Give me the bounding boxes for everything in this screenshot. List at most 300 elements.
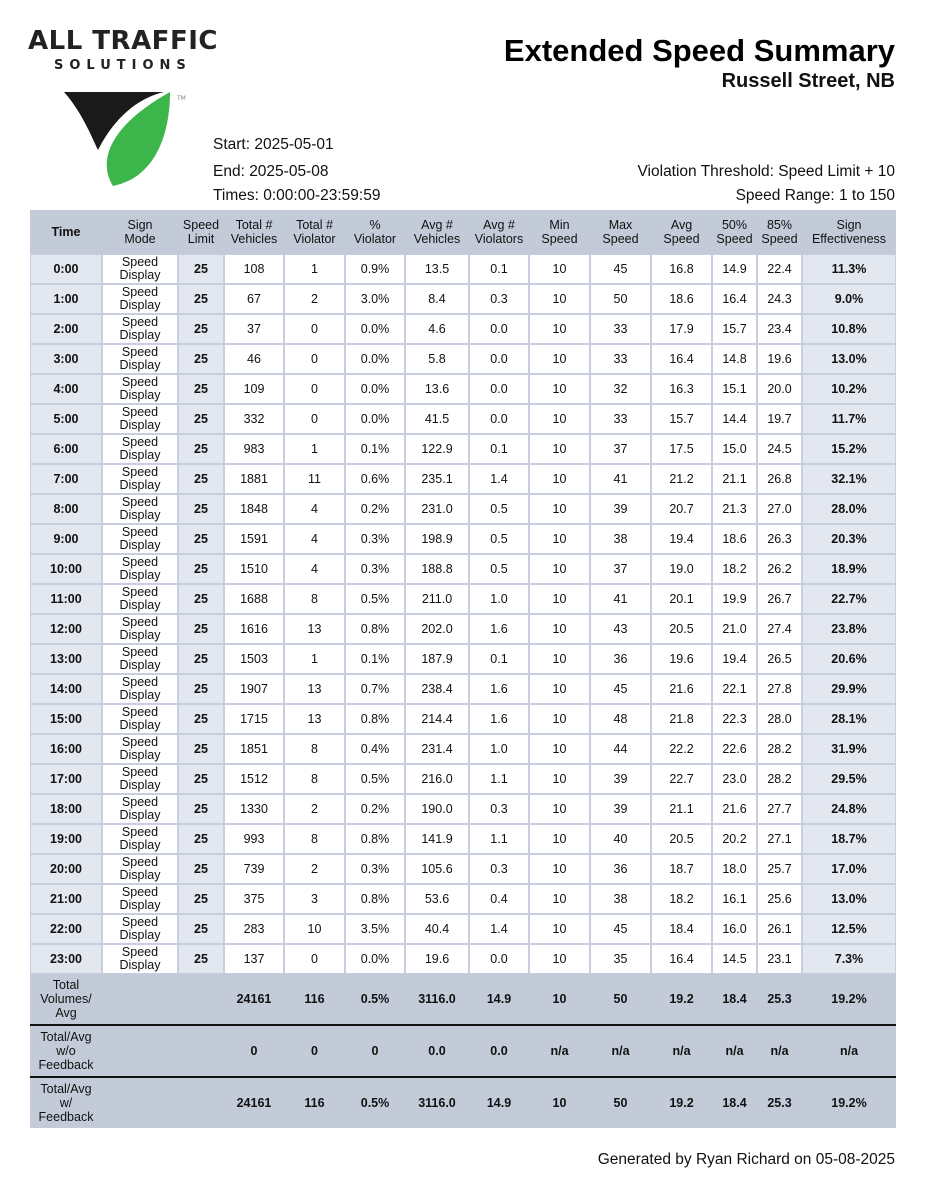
sign-mode-line: Speed [121,705,159,719]
value-cell: 0.3 [469,284,529,314]
totals-value-cell [178,1026,224,1076]
value-cell: 1907 [224,674,284,704]
value-cell: 28.2 [757,764,802,794]
sign-mode-cell [102,524,178,554]
value-cell: 4.6 [405,314,469,344]
sign-mode-cell [102,254,178,284]
value-cell: 188.8 [405,554,469,584]
value-cell: 1848 [224,494,284,524]
value-cell: 10 [529,314,590,344]
value-cell: 40 [590,824,651,854]
sign-mode-line: Display [119,298,161,312]
sign-mode-cell [102,374,178,404]
sign-mode-cell [102,674,178,704]
table-row [30,284,896,314]
time-range: Times: 0:00:00-23:59:59 [213,187,381,204]
speed-limit-cell: 25 [178,494,224,524]
value-cell: 0 [284,344,345,374]
value-cell: 37 [590,554,651,584]
brand-sub: SOLUTIONS [54,58,192,73]
value-cell: 10 [529,464,590,494]
value-cell: 37 [224,314,284,344]
value-cell: 0.0 [469,314,529,344]
value-cell: 23.1 [757,944,802,974]
sign-mode-line: Display [119,418,161,432]
sign-mode-line: Speed [121,495,159,509]
totals-label [30,1078,102,1128]
value-cell: 11 [284,464,345,494]
value-cell: 22.1 [712,674,757,704]
value-cell: 35 [590,944,651,974]
sign-mode-cell [102,824,178,854]
value-cell: 211.0 [405,584,469,614]
speed-limit-cell: 25 [178,344,224,374]
sign-mode-cell [102,854,178,884]
value-cell: 20.1 [651,584,712,614]
effectiveness-cell: 32.1% [802,464,896,494]
column-header [102,210,178,254]
column-header-line: Avg # [483,218,515,232]
value-cell: 0 [284,404,345,434]
value-cell: 18.7 [651,854,712,884]
sign-mode-line: Speed [121,735,159,749]
column-header-line: % [369,218,381,232]
sign-mode-cell [102,284,178,314]
effectiveness-cell: 22.7% [802,584,896,614]
value-cell: 16.1 [712,884,757,914]
value-cell: 26.7 [757,584,802,614]
sign-mode-line: Display [119,388,161,402]
page-title: Extended Speed Summary [503,33,895,68]
value-cell: 10 [529,614,590,644]
value-cell: 28.2 [757,734,802,764]
value-cell: 16.4 [712,284,757,314]
value-cell: 41.5 [405,404,469,434]
speed-limit-cell: 25 [178,824,224,854]
value-cell: 15.1 [712,374,757,404]
value-cell: 198.9 [405,524,469,554]
speed-limit-cell: 25 [178,254,224,284]
value-cell: 216.0 [405,764,469,794]
value-cell: 283 [224,914,284,944]
value-cell: 44 [590,734,651,764]
sign-mode-line: Display [119,538,161,552]
totals-value-cell: 0 [224,1026,284,1076]
column-header [651,210,712,254]
value-cell: 21.6 [651,674,712,704]
value-cell: 10 [529,494,590,524]
value-cell: 19.4 [712,644,757,674]
end-date: End: 2025-05-08 [213,163,329,180]
time-cell: 21:00 [30,884,102,914]
time-cell: 10:00 [30,554,102,584]
value-cell: 23.4 [757,314,802,344]
column-header-line: Speed [182,218,220,232]
generated-by: Generated by Ryan Richard on 05-08-2025 [597,1151,895,1168]
totals-row [30,1078,896,1128]
sign-mode-line: Display [119,598,161,612]
value-cell: 0.1 [469,434,529,464]
value-cell: 21.1 [712,464,757,494]
value-cell: 137 [224,944,284,974]
sign-mode-line: Speed [121,375,159,389]
value-cell: 13.5 [405,254,469,284]
value-cell: 13 [284,704,345,734]
sign-mode-line: Display [119,808,161,822]
value-cell: 2 [284,284,345,314]
sign-mode-cell [102,464,178,494]
value-cell: 1715 [224,704,284,734]
value-cell: 10 [529,404,590,434]
sign-mode-cell [102,944,178,974]
sign-mode-cell [102,344,178,374]
effectiveness-cell: 24.8% [802,794,896,824]
table-row [30,884,896,914]
value-cell: 10 [529,554,590,584]
value-cell: 13 [284,614,345,644]
column-header [757,210,802,254]
value-cell: 45 [590,254,651,284]
speed-limit-cell: 25 [178,524,224,554]
time-cell: 17:00 [30,764,102,794]
totals-value-cell: 25.3 [757,1078,802,1128]
time-cell: 11:00 [30,584,102,614]
speed-limit-cell: 25 [178,914,224,944]
totals-value-cell: 24161 [224,1078,284,1128]
table-row [30,434,896,464]
table-row [30,794,896,824]
value-cell: 214.4 [405,704,469,734]
value-cell: 3 [284,884,345,914]
value-cell: 0 [284,374,345,404]
value-cell: 10 [529,944,590,974]
value-cell: 1851 [224,734,284,764]
value-cell: 20.0 [757,374,802,404]
value-cell: 37 [590,434,651,464]
sign-mode-line: Display [119,328,161,342]
value-cell: 1510 [224,554,284,584]
sign-mode-line: Speed [121,885,159,899]
column-header [178,210,224,254]
value-cell: 19.6 [757,344,802,374]
sign-mode-cell [102,434,178,464]
value-cell: 8 [284,584,345,614]
sign-mode-cell [102,614,178,644]
totals-value-cell: 0.0 [469,1026,529,1076]
value-cell: 19.9 [712,584,757,614]
totals-value-cell: 24161 [224,974,284,1024]
column-header-line: Total # [296,218,333,232]
table-row [30,914,896,944]
column-header-line: Vehicles [230,232,278,246]
value-cell: 20.7 [651,494,712,524]
column-header [712,210,757,254]
value-cell: 23.0 [712,764,757,794]
sign-mode-cell [102,494,178,524]
column-header [529,210,590,254]
totals-value-cell: 0.0 [405,1026,469,1076]
value-cell: 46 [224,344,284,374]
table-row [30,374,896,404]
value-cell: 15.0 [712,434,757,464]
sign-mode-line: Speed [121,615,159,629]
effectiveness-cell: 20.3% [802,524,896,554]
value-cell: 0.5% [345,584,405,614]
sign-mode-line: Speed [121,555,159,569]
effectiveness-cell: 11.7% [802,404,896,434]
value-cell: 0.8% [345,824,405,854]
value-cell: 1.0 [469,584,529,614]
value-cell: 0.0 [469,344,529,374]
value-cell: 26.3 [757,524,802,554]
value-cell: 108 [224,254,284,284]
value-cell: 1512 [224,764,284,794]
table-row [30,584,896,614]
value-cell: 0.0% [345,944,405,974]
sign-mode-line: Speed [121,855,159,869]
totals-value-cell: 50 [590,974,651,1024]
value-cell: 14.8 [712,344,757,374]
column-header [802,210,896,254]
value-cell: 13.6 [405,374,469,404]
value-cell: 10 [284,914,345,944]
sign-mode-cell [102,404,178,434]
value-cell: 20.5 [651,614,712,644]
effectiveness-cell: 28.0% [802,494,896,524]
value-cell: 0.0 [469,944,529,974]
column-header-line: Time [51,225,81,239]
sign-mode-line: Display [119,688,161,702]
sign-mode-line: Display [119,748,161,762]
effectiveness-cell: 13.0% [802,884,896,914]
totals-row [30,974,896,1024]
speed-limit-cell: 25 [178,584,224,614]
value-cell: 18.2 [651,884,712,914]
value-cell: 19.4 [651,524,712,554]
sign-mode-cell [102,584,178,614]
value-cell: 5.8 [405,344,469,374]
totals-label-line: Feedback [38,1058,94,1072]
value-cell: 39 [590,764,651,794]
value-cell: 41 [590,584,651,614]
value-cell: 0.3% [345,854,405,884]
table-header-row [30,210,896,254]
value-cell: 27.4 [757,614,802,644]
time-cell: 4:00 [30,374,102,404]
time-cell: 20:00 [30,854,102,884]
value-cell: 36 [590,854,651,884]
effectiveness-cell: 11.3% [802,254,896,284]
value-cell: 14.9 [712,254,757,284]
value-cell: 22.4 [757,254,802,284]
value-cell: 24.3 [757,284,802,314]
value-cell: 33 [590,404,651,434]
sign-mode-line: Speed [121,645,159,659]
column-header-line: Total # [235,218,273,232]
value-cell: 0.0% [345,314,405,344]
value-cell: 10 [529,794,590,824]
speed-limit-cell: 25 [178,794,224,824]
totals-label [30,1026,102,1076]
sign-mode-line: Display [119,958,161,972]
totals-value-cell: 0 [284,1026,345,1076]
value-cell: 17.9 [651,314,712,344]
column-header [405,210,469,254]
column-header-line: Effectiveness [811,232,887,246]
value-cell: 18.4 [651,914,712,944]
effectiveness-cell: 28.1% [802,704,896,734]
value-cell: 10 [529,854,590,884]
time-cell: 13:00 [30,644,102,674]
time-cell: 12:00 [30,614,102,644]
sign-mode-cell [102,644,178,674]
value-cell: 1.6 [469,704,529,734]
effectiveness-cell: 9.0% [802,284,896,314]
value-cell: 26.2 [757,554,802,584]
value-cell: 19.6 [405,944,469,974]
value-cell: 983 [224,434,284,464]
value-cell: 16.0 [712,914,757,944]
value-cell: 10 [529,824,590,854]
value-cell: 15.7 [651,404,712,434]
sign-mode-line: Display [119,628,161,642]
value-cell: 238.4 [405,674,469,704]
value-cell: 18.0 [712,854,757,884]
value-cell: 25.6 [757,884,802,914]
column-header-line: Speed [761,232,798,246]
start-date: Start: 2025-05-01 [213,136,334,153]
sign-mode-line: Speed [121,255,159,269]
value-cell: 21.3 [712,494,757,524]
totals-value-cell: 18.4 [712,1078,757,1128]
violation-threshold: Violation Threshold: Speed Limit + 10 [637,163,895,180]
time-cell: 1:00 [30,284,102,314]
value-cell: 41 [590,464,651,494]
value-cell: 4 [284,524,345,554]
time-cell: 19:00 [30,824,102,854]
totals-value-cell: 0 [345,1026,405,1076]
time-cell: 23:00 [30,944,102,974]
sign-mode-line: Speed [121,405,159,419]
value-cell: 1 [284,644,345,674]
time-cell: 5:00 [30,404,102,434]
totals-label-line: Avg [55,1006,77,1020]
value-cell: 67 [224,284,284,314]
value-cell: 10 [529,434,590,464]
totals-value-cell: n/a [590,1026,651,1076]
leaf-logo-icon [58,88,188,188]
effectiveness-cell: 15.2% [802,434,896,464]
sign-mode-line: Display [119,268,161,282]
table-row [30,464,896,494]
sign-mode-line: Speed [121,585,159,599]
value-cell: 21.0 [712,614,757,644]
sign-mode-line: Speed [121,915,159,929]
value-cell: 39 [590,494,651,524]
value-cell: 1.4 [469,464,529,494]
effectiveness-cell: 20.6% [802,644,896,674]
value-cell: 27.1 [757,824,802,854]
value-cell: 48 [590,704,651,734]
value-cell: 10 [529,344,590,374]
value-cell: 0.0 [469,404,529,434]
sign-mode-line: Speed [121,795,159,809]
value-cell: 18.6 [712,524,757,554]
totals-label-line: Total/Avg [40,1082,92,1096]
value-cell: 4 [284,554,345,584]
value-cell: 0.4% [345,734,405,764]
value-cell: 1.1 [469,764,529,794]
sign-mode-line: Speed [121,525,159,539]
totals-value-cell [178,1078,224,1128]
value-cell: 26.5 [757,644,802,674]
value-cell: 0.3 [469,854,529,884]
value-cell: 105.6 [405,854,469,884]
value-cell: 15.7 [712,314,757,344]
value-cell: 10 [529,884,590,914]
column-header-line: Violator [353,232,397,246]
value-cell: 27.8 [757,674,802,704]
value-cell: 2 [284,854,345,884]
location-subtitle: Russell Street, NB [721,70,895,92]
value-cell: 50 [590,284,651,314]
time-cell: 9:00 [30,524,102,554]
value-cell: 16.4 [651,344,712,374]
value-cell: 190.0 [405,794,469,824]
time-cell: 16:00 [30,734,102,764]
value-cell: 3.0% [345,284,405,314]
value-cell: 0.1% [345,434,405,464]
value-cell: 0.1 [469,644,529,674]
speed-summary-table-container [30,210,896,1128]
time-cell: 2:00 [30,314,102,344]
value-cell: 0 [284,944,345,974]
effectiveness-cell: 10.8% [802,314,896,344]
speed-limit-cell: 25 [178,314,224,344]
column-header [30,210,102,254]
value-cell: 14.5 [712,944,757,974]
totals-value-cell: 25.3 [757,974,802,1024]
sign-mode-line: Display [119,718,161,732]
value-cell: 40.4 [405,914,469,944]
time-cell: 6:00 [30,434,102,464]
sign-mode-cell [102,734,178,764]
value-cell: 1.0 [469,734,529,764]
column-header-line: Mode [124,232,156,246]
totals-value-cell [102,1078,178,1128]
value-cell: 22.3 [712,704,757,734]
speed-limit-cell: 25 [178,644,224,674]
sign-mode-line: Speed [121,765,159,779]
totals-value-cell: 3116.0 [405,974,469,1024]
speed-limit-cell: 25 [178,404,224,434]
totals-value-cell: 19.2 [651,1078,712,1128]
totals-label-line: Feedback [38,1110,94,1124]
value-cell: 22.7 [651,764,712,794]
value-cell: 38 [590,524,651,554]
column-header-line: 50% [721,218,748,232]
time-cell: 18:00 [30,794,102,824]
value-cell: 8 [284,734,345,764]
column-header [469,210,529,254]
column-header [224,210,284,254]
value-cell: 21.1 [651,794,712,824]
effectiveness-cell: 13.0% [802,344,896,374]
value-cell: 45 [590,914,651,944]
effectiveness-cell: 29.9% [802,674,896,704]
column-header-line: Avg [670,218,693,232]
value-cell: 10 [529,914,590,944]
